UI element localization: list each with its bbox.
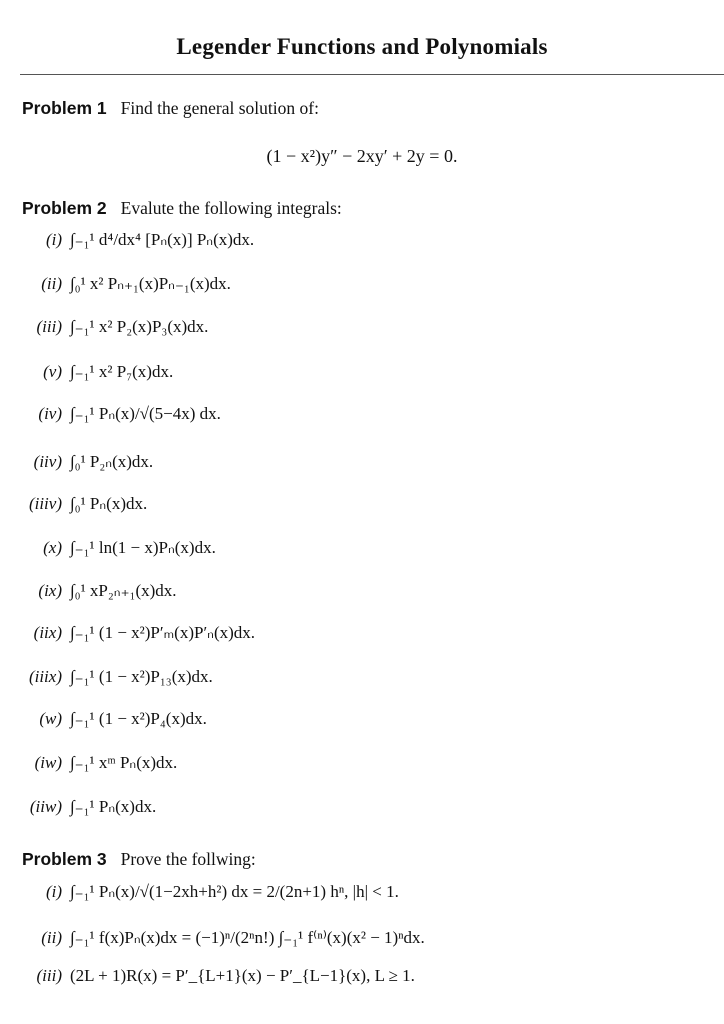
title-rule [20,74,724,75]
item-label: (ix) [38,581,62,600]
problem-2-description: Evalute the following integrals: [120,198,342,218]
problem-2-item-13 [14,753,177,773]
item-label: (i) [45,230,62,249]
item-expression: ∫₋₁¹ Pₙ(x)/√(5−4x) dx. [70,404,221,423]
item-label: (w) [39,709,62,728]
item-label: (ii) [41,274,62,293]
item-expression: ∫₋₁¹ xᵐ Pₙ(x)dx. [70,753,178,772]
item-expression: ∫₀¹ xP₂ₙ₊₁(x)dx. [70,581,177,600]
problem-1-title: Problem 1 [22,98,107,118]
item-label: (iii) [36,966,62,985]
item-expression: ∫₋₁¹ (1 − x²)P₄(x)dx. [70,709,207,728]
item-label: (iiw) [29,797,62,816]
item-label: (iix) [33,623,62,642]
problem-2-item-9 [14,581,177,601]
problem-2-item-14 [14,797,156,817]
document-title: Legender Functions and Polynomials [176,34,548,59]
problem-1-header [22,98,319,119]
item-expression: ∫₋₁¹ ln(1 − x)Pₙ(x)dx. [70,538,216,557]
problem-3-item-2 [14,928,425,948]
problem-3-description: Prove the follwing: [120,849,256,869]
item-expression: ∫₋₁¹ x² P₂(x)P₃(x)dx. [70,317,209,336]
problem-2-item-6 [14,452,153,472]
item-label: (iw) [34,753,62,772]
item-label: (iiix) [28,667,62,686]
problem-2-item-3 [14,317,208,337]
item-expression: ∫₀¹ Pₙ(x)dx. [70,494,148,513]
item-label: (x) [43,538,62,557]
item-label: (iiiv) [28,494,62,513]
problem-3-item-3 [14,966,415,986]
item-expression: ∫₋₁¹ Pₙ(x)/√(1−2xh+h²) dx = 2/(2n+1) hⁿ, |h| < 1. [70,882,399,901]
problem-2-header [22,198,342,219]
problem-1-equation: (1 − x²)y″ − 2xy′ + 2y = 0. [266,146,458,166]
item-label: (i) [45,882,62,901]
item-expression: ∫₀¹ P₂ₙ(x)dx. [70,452,154,471]
item-expression: ∫₀¹ x² Pₙ₊₁(x)Pₙ₋₁(x)dx. [70,274,231,293]
item-label: (iv) [38,404,62,423]
item-label: (ii) [41,928,62,947]
problem-3-header [22,849,256,870]
problem-2-item-12 [14,709,207,729]
problem-2-item-2 [14,274,231,294]
problem-2-item-5 [14,404,221,424]
problem-3-title: Problem 3 [22,849,107,869]
item-expression: ∫₋₁¹ x² P₇(x)dx. [70,362,174,381]
problem-1-description: Find the general solution of: [120,98,319,118]
item-label: (v) [43,362,62,381]
item-label: (iiv) [33,452,62,471]
problem-2-item-1 [14,230,254,250]
problem-2-item-10 [14,623,255,643]
problem-2-item-4 [14,362,173,382]
item-expression: ∫₋₁¹ d⁴/dx⁴ [Pₙ(x)] Pₙ(x)dx. [70,230,255,249]
item-expression: ∫₋₁¹ (1 − x²)P′ₘ(x)P′ₙ(x)dx. [70,623,256,642]
problem-2-item-8 [14,538,216,558]
problem-2-item-11 [14,667,213,687]
item-expression: (2L + 1)R(x) = P′_{L+1}(x) − P′_{L−1}(x), L ≥ 1. [70,966,415,985]
problem-2-item-7 [14,494,147,514]
problem-2-title: Problem 2 [22,198,107,218]
item-expression: ∫₋₁¹ (1 − x²)P₁₃(x)dx. [70,667,213,686]
item-expression: ∫₋₁¹ Pₙ(x)dx. [70,797,157,816]
item-label: (iii) [36,317,62,336]
item-expression: ∫₋₁¹ f(x)Pₙ(x)dx = (−1)ⁿ/(2ⁿn!) ∫₋₁¹ f⁽ⁿ⁾(x)(x² − 1)ⁿdx. [70,928,425,947]
problem-3-item-1 [14,882,399,902]
